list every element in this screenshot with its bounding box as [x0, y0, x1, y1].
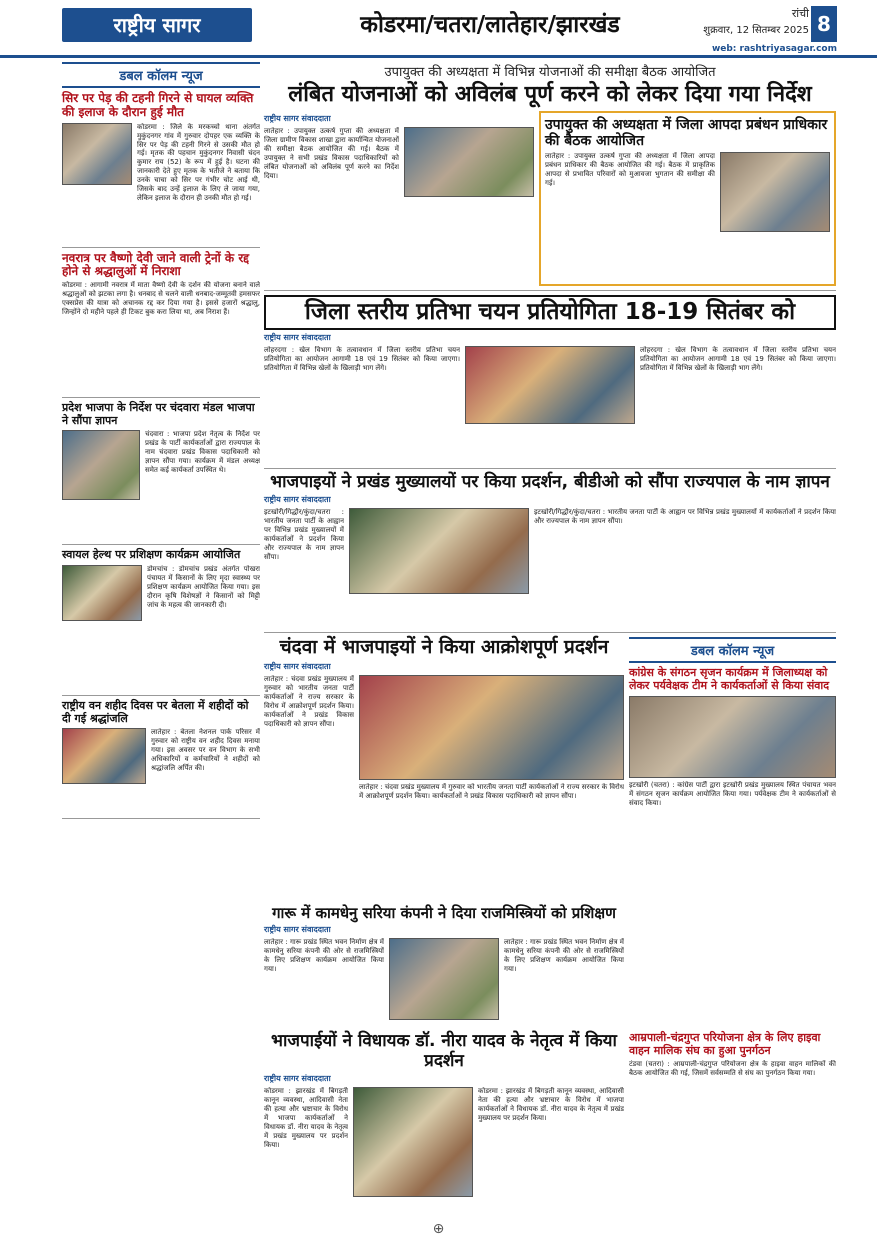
story-body: कोडरमा : जिले के मरकच्चो थाना अंतर्गत मुकुंदनगर गांव में गुरुवार दोपहर एक व्यक्ति के सिर पर पेड़ की टहनी गिरने से उसकी मौत हो गई। मृतक की पहचान मुकुंदनगर निवासी चंदन कुमार राय (52) के रूप में हुई है। घटना की जानकारी देते हुए मृतक के भतीजे ने बताया कि उनके चाचा को सिर पर गंभीर चोट आई थी, जिसके बाद उन्हें इलाज के लिए ले जाया गया, लेकिन इलाज के दौरान ही उनकी मौत हो गई।	[137, 122, 260, 203]
edition-date: शुक्रवार, 12 सितम्बर 2025	[703, 25, 809, 36]
byline: राष्ट्रीय सागर संवाददाता	[264, 1074, 331, 1084]
story-body: लातेहार : उपायुक्त उत्कर्ष गुप्ता की अध्यक्षता में जिला आपदा प्रबंधन प्राधिकार की बैठक आयोजित की गई। बैठक में प्राकृतिक आपदा से प्रभावित परिवारों को मुआवजा भुगतान की समीक्षा की गई।	[545, 152, 715, 188]
story-photo	[353, 1087, 473, 1197]
story-headline: भाजपाइयों ने प्रखंड मुख्यालयों पर किया प्रदर्शन, बीडीओ को सौंपा राज्यपाल के नाम ज्ञापन	[270, 471, 830, 492]
story-headline: कांग्रेस के संगठन सृजन कार्यक्रम में जिलाध्यक्ष को लेकर पर्यवेक्षक टीम ने कार्यकर्ताओं से किया संवाद	[629, 666, 830, 693]
story-headline: नवरात्र पर वैष्णो देवी जाने वाली ट्रेनों के रद्द होने से श्रद्धालुओं में निराशा	[62, 250, 250, 279]
edition-city: रांची	[791, 7, 809, 20]
story-trains-cancelled	[62, 252, 260, 399]
double-column-tag: डबल कॉलम न्यूज	[629, 637, 836, 663]
story-headline: चंदवा में भाजपाइयों ने किया आक्रोशपूर्ण प्रदर्शन	[279, 636, 609, 659]
story-photo	[629, 696, 836, 778]
story-body: डोमचांच : डोमचांच प्रखंड अंतर्गत पोखरा पंचायत में किसानों के लिए मृदा स्वास्थ्य पर प्रशिक्षण कार्यक्रम आयोजित किया गया। इस दौरान कृषि विशेषज्ञों ने किसानों को मिट्टी जांच के महत्व की जानकारी दी।	[147, 565, 260, 609]
story-tree-branch	[62, 92, 260, 248]
disaster-management-box	[539, 111, 836, 286]
story-headline: प्रदेश भाजपा के निर्देश पर चंदवारा मंडल भाजपा ने सौंपा ज्ञापन	[62, 401, 255, 427]
story-body-continued: लातेहार : चंदवा प्रखंड मुख्यालय में गुरुवार को भारतीय जनता पार्टी कार्यकर्ताओं ने राज्य सरकार के विरोध में आक्रोशपूर्ण प्रदर्शन किया। कार्यकर्ताओं ने प्रखंड विकास पदाधिकारी को ज्ञापन सौंपा।	[359, 783, 624, 801]
byline: राष्ट्रीय सागर संवाददाता	[264, 114, 331, 124]
story-body: लातेहार : बेतला नेशनल पार्क परिसर में गुरुवार को राष्ट्रीय वन शहीद दिवस मनाया गया। इस अवसर पर वन विभाग के सभी अधिकारियों व कर्मचारियों ने शहीदों को श्रद्धांजलि अर्पित की।	[151, 728, 260, 773]
story-talent-selection	[264, 295, 836, 468]
story-kicker: उपायुक्त की अध्यक्षता में विभिन्न योजनाओं की समीक्षा बैठक आयोजित	[384, 65, 716, 80]
main-column	[264, 62, 836, 1235]
story-body: कोडरमा : झारखंड में बिगड़ती कानून व्यवस्था, आदिवासी नेता की हत्या और भ्रष्टाचार के विरोध में भाजपा कार्यकर्ताओं ने विधायक डॉ. नीरा यादव के नेतृत्व में प्रखंड मुख्यालय पर प्रदर्शन किया।	[264, 1087, 348, 1149]
story-headline: उपायुक्त की अध्यक्षता में जिला आपदा प्रबंधन प्राधिकार की बैठक आयोजित	[545, 117, 828, 150]
story-photo	[465, 346, 635, 424]
story-body: लातेहार : चंदवा प्रखंड मुख्यालय में गुरुवार को भारतीय जनता पार्टी कार्यकर्ताओं ने राज्य सरकार के विरोध में आक्रोशपूर्ण प्रदर्शन किया। कार्यकर्ताओं ने प्रखंड विकास पदाधिकारी को ज्ञापन सौंपा।	[264, 675, 354, 729]
story-photo	[389, 938, 499, 1020]
double-column-tag: डबल कॉलम न्यूज	[62, 62, 260, 88]
newspaper-brand: राष्ट्रीय सागर	[62, 8, 252, 42]
story-body: लातेहार : गारू प्रखंड स्थित भवन निर्माण क्षेत्र में कामधेनु सरिया कंपनी की ओर से राजमिस्त्रियों के लिए प्रशिक्षण कार्यक्रम आयोजित किया गया।	[264, 938, 384, 973]
story-soil-health	[62, 549, 260, 696]
story-photo	[62, 430, 140, 500]
byline: राष्ट्रीय सागर संवाददाता	[264, 925, 331, 934]
story-body: इटखोरी (चतरा) : कांग्रेस पार्टी द्वारा इटखोरी प्रखंड मुख्यालय स्थित पंचायत भवन में संगठन सृजन कार्यक्रम आयोजित किया गया। पर्यवेक्षक टीम ने कार्यकर्ताओं से संवाद किया।	[629, 780, 836, 807]
left-column	[62, 62, 260, 823]
story-body: टंडवा (चतरा) : आम्रपाली-चंद्रगुप्त परियोजना क्षेत्र के हाइवा वाहन मालिकों की बैठक आयोजित की गई, जिसमें सर्वसम्मति से संघ का पुनर्गठन किया गया।	[629, 1060, 836, 1078]
website-link[interactable]: web: rashtriyasagar.com	[711, 44, 837, 54]
story-photo	[62, 123, 132, 185]
story-photo	[62, 565, 142, 621]
story-body: कोडरमा : आगामी नवरात्र में माता वैष्णो देवी के दर्शन की योजना बनाने वाले श्रद्धालुओं को झटका लगा है। धनबाद से चलने वाली धनबाद-जम्मूतवी हमसफर एक्सप्रेस की यात्रा को अचानक रद्द कर दिया गया है। इससे हजारों श्रद्धालु, जिन्होंने दो महीने पहले ही टिकट बुक करा लिया था, अब निराश हैं।	[62, 281, 260, 317]
story-body-continued: लातेहार : गारू प्रखंड स्थित भवन निर्माण क्षेत्र में कामधेनु सरिया कंपनी की ओर से राजमिस्त्रियों के लिए प्रशिक्षण कार्यक्रम आयोजित किया गया।	[504, 938, 624, 973]
story-forest-martyrs	[62, 700, 260, 819]
story-body: इटखोरी/गिद्धौर/कुंदा/चतरा : भारतीय जनता पार्टी के आह्वान पर विभिन्न प्रखंड मुख्यालयों में कार्यकर्ताओं ने प्रदर्शन किया और राज्यपाल के नाम ज्ञापन सौंपा।	[264, 508, 344, 562]
story-headline: राष्ट्रीय वन शहीद दिवस पर बेतला में शहीदों को दी गई श्रद्धांजलि	[62, 699, 249, 725]
story-photo	[62, 728, 146, 784]
byline: राष्ट्रीय सागर संवाददाता	[264, 495, 331, 505]
masthead	[0, 0, 877, 58]
story-body: लातेहार : उपायुक्त उत्कर्ष गुप्ता की अध्यक्षता में जिला ग्रामीण विकास शाखा द्वारा कार्यान्वित योजनाओं की समीक्षा बैठक आयोजित की गई। बैठक में उपायुक्त ने सभी प्रखंड विकास पदाधिकारियों को लंबित योजनाओं को अविलंब पूर्ण करने का निर्देश दिया।	[264, 127, 399, 181]
story-photo	[359, 675, 624, 780]
story-photo	[720, 152, 830, 232]
story-photo	[404, 127, 534, 197]
story-headline: सिर पर पेड़ की टहनी गिरने से घायल व्यक्ति की इलाज के दौरान हुई मौत	[62, 91, 254, 119]
byline: राष्ट्रीय सागर संवाददाता	[264, 662, 331, 672]
story-neera-yadav-protest	[264, 1032, 624, 1231]
story-bjp-protest-blocks	[264, 473, 836, 634]
byline: राष्ट्रीय सागर संवाददाता	[264, 332, 331, 342]
story-bjp-memorandum	[62, 402, 260, 545]
section-title: कोडरमा/चतरा/लातेहार/झारखंड	[360, 12, 620, 38]
story-body-continued: इटखोरी/गिद्धौर/कुंदा/चतरा : भारतीय जनता पार्टी के आह्वान पर विभिन्न प्रखंड मुख्यालयों में कार्यकर्ताओं ने प्रदर्शन किया और राज्यपाल के नाम ज्ञापन सौंपा।	[534, 508, 836, 526]
story-headline: जिला स्तरीय प्रतिभा चयन प्रतियोगिता 18-19 सितंबर को	[264, 295, 836, 329]
story-body-continued: लोहरदगा : खेल विभाग के तत्वावधान में जिला स्तरीय प्रतिभा चयन प्रतियोगिता का आयोजन आगामी 18 एवं 19 सितंबर को किया जाएगा। प्रतियोगिता में विभिन्न खेलों के खिलाड़ी भाग लेंगे।	[640, 345, 836, 372]
page-footer-mark: ⊕	[432, 1221, 445, 1237]
story-body-continued: कोडरमा : झारखंड में बिगड़ती कानून व्यवस्था, आदिवासी नेता की हत्या और भ्रष्टाचार के विरोध में भाजपा कार्यकर्ताओं ने विधायक डॉ. नीरा यादव के नेतृत्व में प्रखंड मुख्यालय पर प्रदर्शन किया।	[478, 1087, 624, 1122]
page-number: 8	[811, 6, 837, 42]
story-chandwa-protest	[264, 637, 624, 896]
story-headline: भाजपाईयों ने विधायक डॉ. नीरा यादव के नेतृत्व में किया प्रदर्शन	[271, 1031, 617, 1071]
story-headline: स्वायल हेल्थ पर प्रशिक्षण कार्यक्रम आयोजित	[62, 548, 241, 562]
story-kamdhenu-training	[264, 905, 624, 1024]
story-body: लोहरदगा : खेल विभाग के तत्वावधान में जिला स्तरीय प्रतिभा चयन प्रतियोगिता का आयोजन आगामी 18 एवं 19 सितंबर को किया जाएगा। प्रतियोगिता में विभिन्न खेलों के खिलाड़ी भाग लेंगे।	[264, 345, 460, 372]
story-headline: लंबित योजनाओं को अविलंब पूर्ण करने को लेकर दिया गया निर्देश	[288, 82, 812, 107]
story-headline: गारू में कामधेनु सरिया कंपनी ने दिया राजमिस्त्रियों को प्रशिक्षण	[272, 903, 616, 922]
congress-column	[629, 637, 836, 900]
hywa-association-column	[629, 1032, 836, 1235]
story-pending-schemes	[264, 62, 836, 291]
story-headline: आम्रपाली-चंद्रगुप्त परियोजना क्षेत्र के लिए हाइवा वाहन मालिक संघ का हुआ पुनर्गठन	[629, 1031, 821, 1057]
story-body: चंदवारा : भाजपा प्रदेश नेतृत्व के निर्देश पर प्रखंड के पार्टी कार्यकर्ताओं द्वारा राज्यपाल के नाम चंदवारा प्रखंड विकास पदाधिकारी को ज्ञापन सौंपा गया। कार्यक्रम में मंडल अध्यक्ष समेत कई कार्यकर्ता उपस्थित थे।	[145, 430, 260, 475]
story-photo	[349, 508, 529, 594]
